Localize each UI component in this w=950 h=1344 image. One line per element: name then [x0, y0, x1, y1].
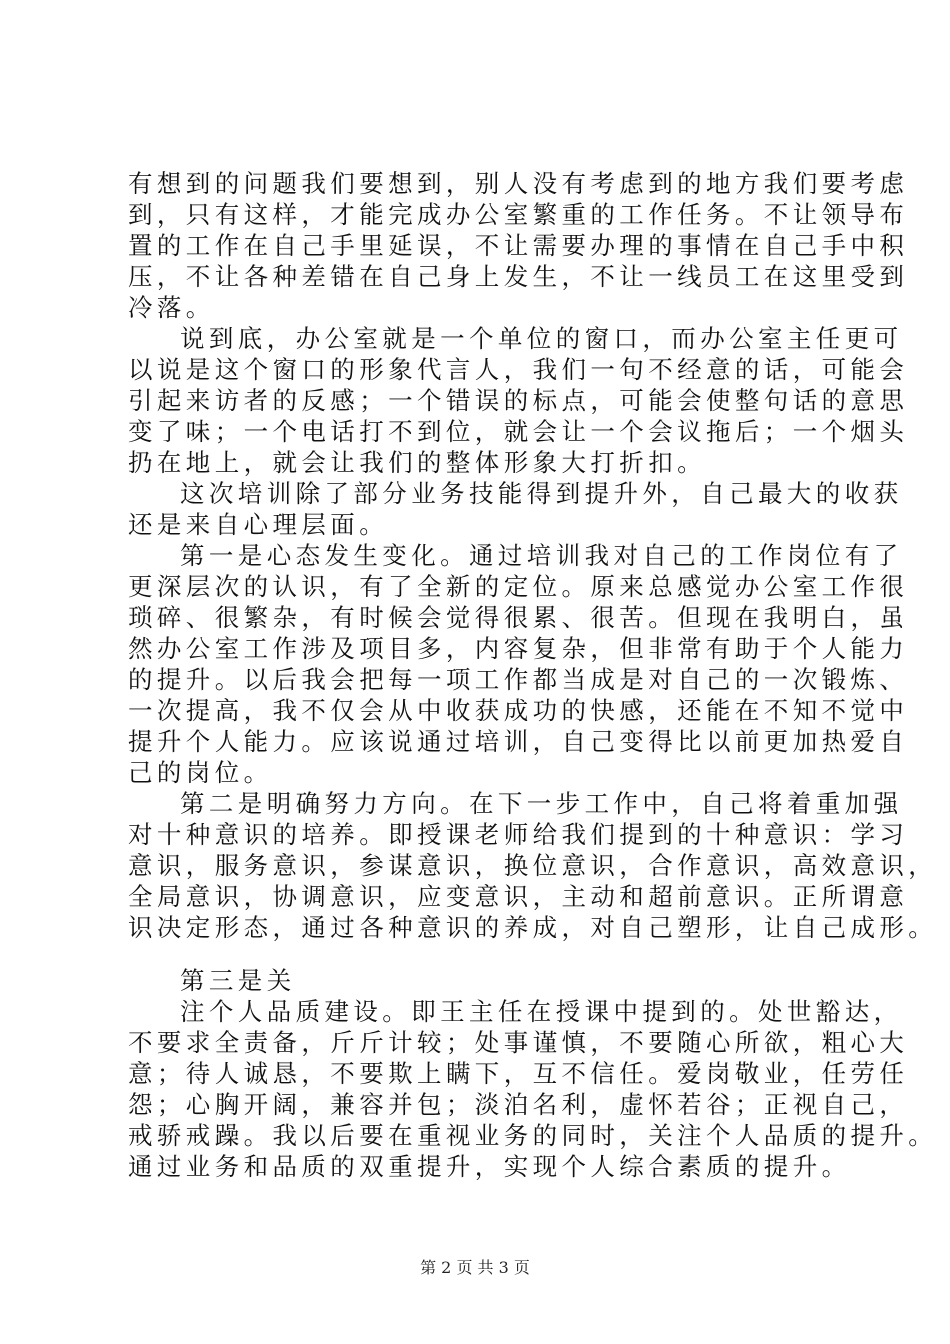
text-line: 第一是心态发生变化。通过培训我对自己的工作岗位有了	[180, 541, 903, 570]
text-line: 注个人品质建设。即王主任在授课中提到的。处世豁达，	[180, 997, 903, 1026]
text-line: 通过业务和品质的双重提升，实现个人综合素质的提升。	[128, 1152, 851, 1181]
text-line: 怨；心胸开阔，兼容并包；淡泊名利，虚怀若谷；正视自己，	[128, 1090, 909, 1119]
text-line: 引起来访者的反感；一个错误的标点，可能会使整句话的意思	[128, 386, 909, 415]
text-line: 第三是关	[180, 966, 296, 995]
text-line: 有想到的问题我们要想到，别人没有考虑到的地方我们要考虑	[128, 169, 909, 198]
text-line: 识决定形态，通过各种意识的养成，对自己塑形，让自己成形。	[128, 913, 938, 942]
text-line: 意；待人诚恳，不要欺上瞒下，互不信任。爱岗敬业，任劳任	[128, 1059, 909, 1088]
text-line: 对十种意识的培养。即授课老师给我们提到的十种意识：学习	[128, 820, 909, 849]
text-line: 变了味；一个电话打不到位，就会让一个会议拖后；一个烟头	[128, 417, 909, 446]
text-line: 戒骄戒躁。我以后要在重视业务的同时，关注个人品质的提升。	[128, 1121, 938, 1150]
document-body	[128, 168, 938, 1182]
text-line: 到，只有这样，才能完成办公室繁重的工作任务。不让领导布	[128, 200, 909, 229]
text-line: 以说是这个窗口的形象代言人，我们一句不经意的话，可能会	[128, 355, 909, 384]
paragraph-block	[128, 168, 938, 943]
text-line: 压，不让各种差错在自己身上发生，不让一线员工在这里受到	[128, 262, 909, 291]
text-line: 置的工作在自己手里延误，不让需要办理的事情在自己手中积	[128, 231, 909, 260]
text-line: 说到底，办公室就是一个单位的窗口，而办公室主任更可	[180, 324, 903, 353]
text-line: 更深层次的认识，有了全新的定位。原来总感觉办公室工作很	[128, 572, 909, 601]
text-line: 一次提高，我不仅会从中收获成功的快感，还能在不知不觉中	[128, 696, 909, 725]
text-line: 还是来自心理层面。	[128, 510, 389, 539]
text-line: 然办公室工作涉及项目多，内容复杂，但非常有助于个人能力	[128, 634, 909, 663]
text-line: 扔在地上，就会让我们的整体形象大打折扣。	[128, 448, 706, 477]
text-line: 琐碎、很繁杂，有时候会觉得很累、很苦。但现在我明白，虽	[128, 603, 909, 632]
text-line: 全局意识，协调意识，应变意识，主动和超前意识。正所谓意	[128, 882, 909, 911]
text-line: 的提升。以后我会把每一项工作都当成是对自己的一次锻炼、	[128, 665, 909, 694]
text-line: 冷落。	[128, 293, 215, 322]
text-line: 这次培训除了部分业务技能得到提升外，自己最大的收获	[180, 479, 903, 508]
text-line: 意识，服务意识，参谋意识，换位意识，合作意识，高效意识，	[128, 851, 938, 880]
paragraph-block	[128, 965, 938, 1182]
page-footer: 第 2 页 共 3 页	[420, 1258, 530, 1277]
paragraph-gap	[128, 943, 848, 965]
text-line: 第二是明确努力方向。在下一步工作中，自己将着重加强	[180, 789, 903, 818]
text-line: 不要求全责备，斤斤计较；处事谨慎，不要随心所欲，粗心大	[128, 1028, 909, 1057]
text-line: 己的岗位。	[128, 758, 273, 787]
text-line: 提升个人能力。应该说通过培训，自己变得比以前更加热爱自	[128, 727, 909, 756]
